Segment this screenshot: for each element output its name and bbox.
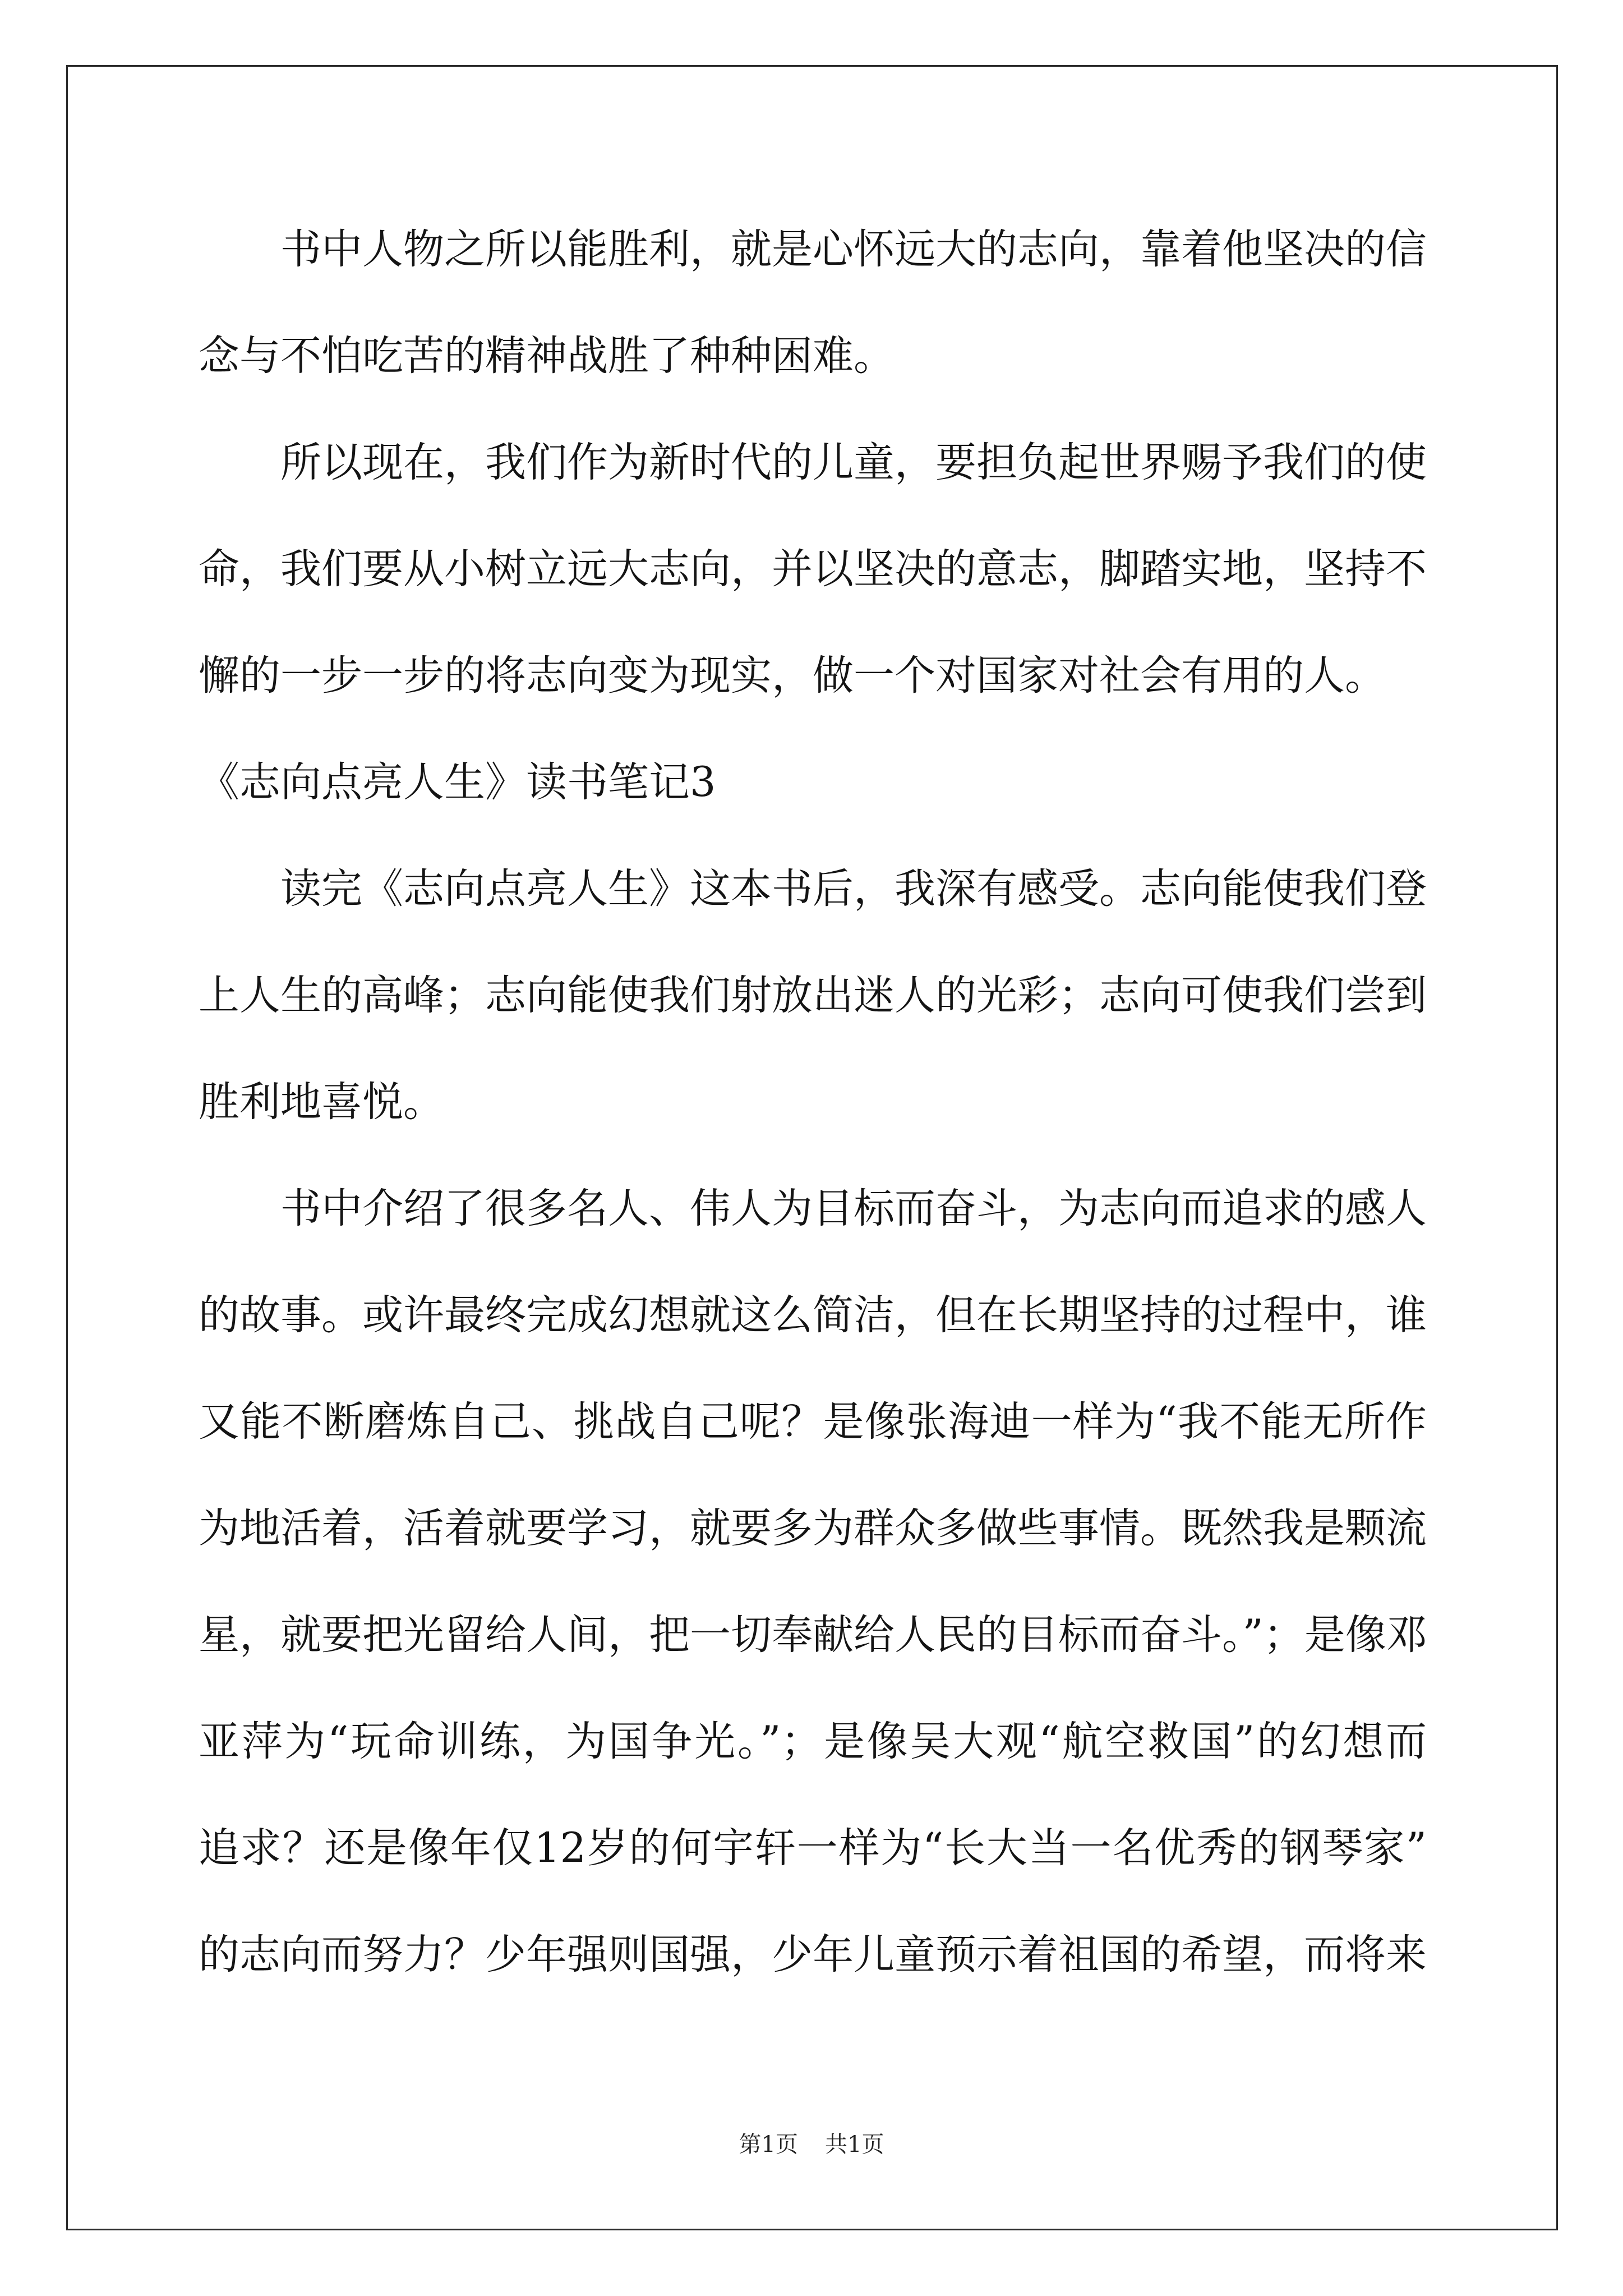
paragraph-line: 命，我们要从小树立远大志向，并以坚决的意志，脚踏实地，坚持不 [199,545,1427,593]
paragraph-line: 的故事。或许最终完成幻想就这么简洁，但在长期坚持的过程中，谁 [199,1291,1427,1339]
paragraph-line: 又能不断磨炼自己、挑战自己呢？是像张海迪一样为“我不能无所作 [199,1398,1427,1446]
paragraph-line: 书中介绍了很多名人、伟人为目标而奋斗，为志向而追求的感人 [280,1185,1427,1232]
page-footer [0,2131,1623,2159]
paragraph-line: 书中人物之所以能胜利，就是心怀远大的志向，靠着他坚决的信 [280,226,1427,273]
page-border [66,65,1558,2230]
paragraph-line: 所以现在，我们作为新时代的儿童，要担负起世界赐予我们的使 [280,439,1427,486]
paragraph-line: 上人生的高峰；志向能使我们射放出迷人的光彩；志向可使我们尝到 [199,972,1427,1019]
paragraph-line: 念与不怕吃苦的精神战胜了种种困难。 [199,332,895,380]
paragraph-line: 亚萍为“玩命训练，为国争光。”；是像吴大观“航空救国”的幻想而 [199,1718,1427,1765]
paragraph-line: 读完《志向点亮人生》这本书后，我深有感受。志向能使我们登 [280,865,1427,913]
page-total: 共1页 [825,2132,884,2157]
paragraph-line: 胜利地喜悦。 [199,1078,444,1126]
paragraph-line: 的志向而努力？少年强则国强，少年儿童预示着祖国的希望，而将来 [199,1931,1427,1978]
section-heading: 《志向点亮人生》读书笔记3 [199,758,716,806]
paragraph-line: 追求？还是像年仅12岁的何宇轩一样为“长大当一名优秀的钢琴家” [199,1824,1427,1872]
page-number: 第1页 [739,2132,798,2157]
paragraph-line: 懈的一步一步的将志向变为现实，做一个对国家对社会有用的人。 [199,652,1386,700]
paragraph-line: 为地活着，活着就要学习，就要多为群众多做些事情。既然我是颗流 [199,1504,1427,1552]
paragraph-line: 星，就要把光留给人间，把一切奉献给人民的目标而奋斗。”；是像邓 [199,1611,1427,1659]
